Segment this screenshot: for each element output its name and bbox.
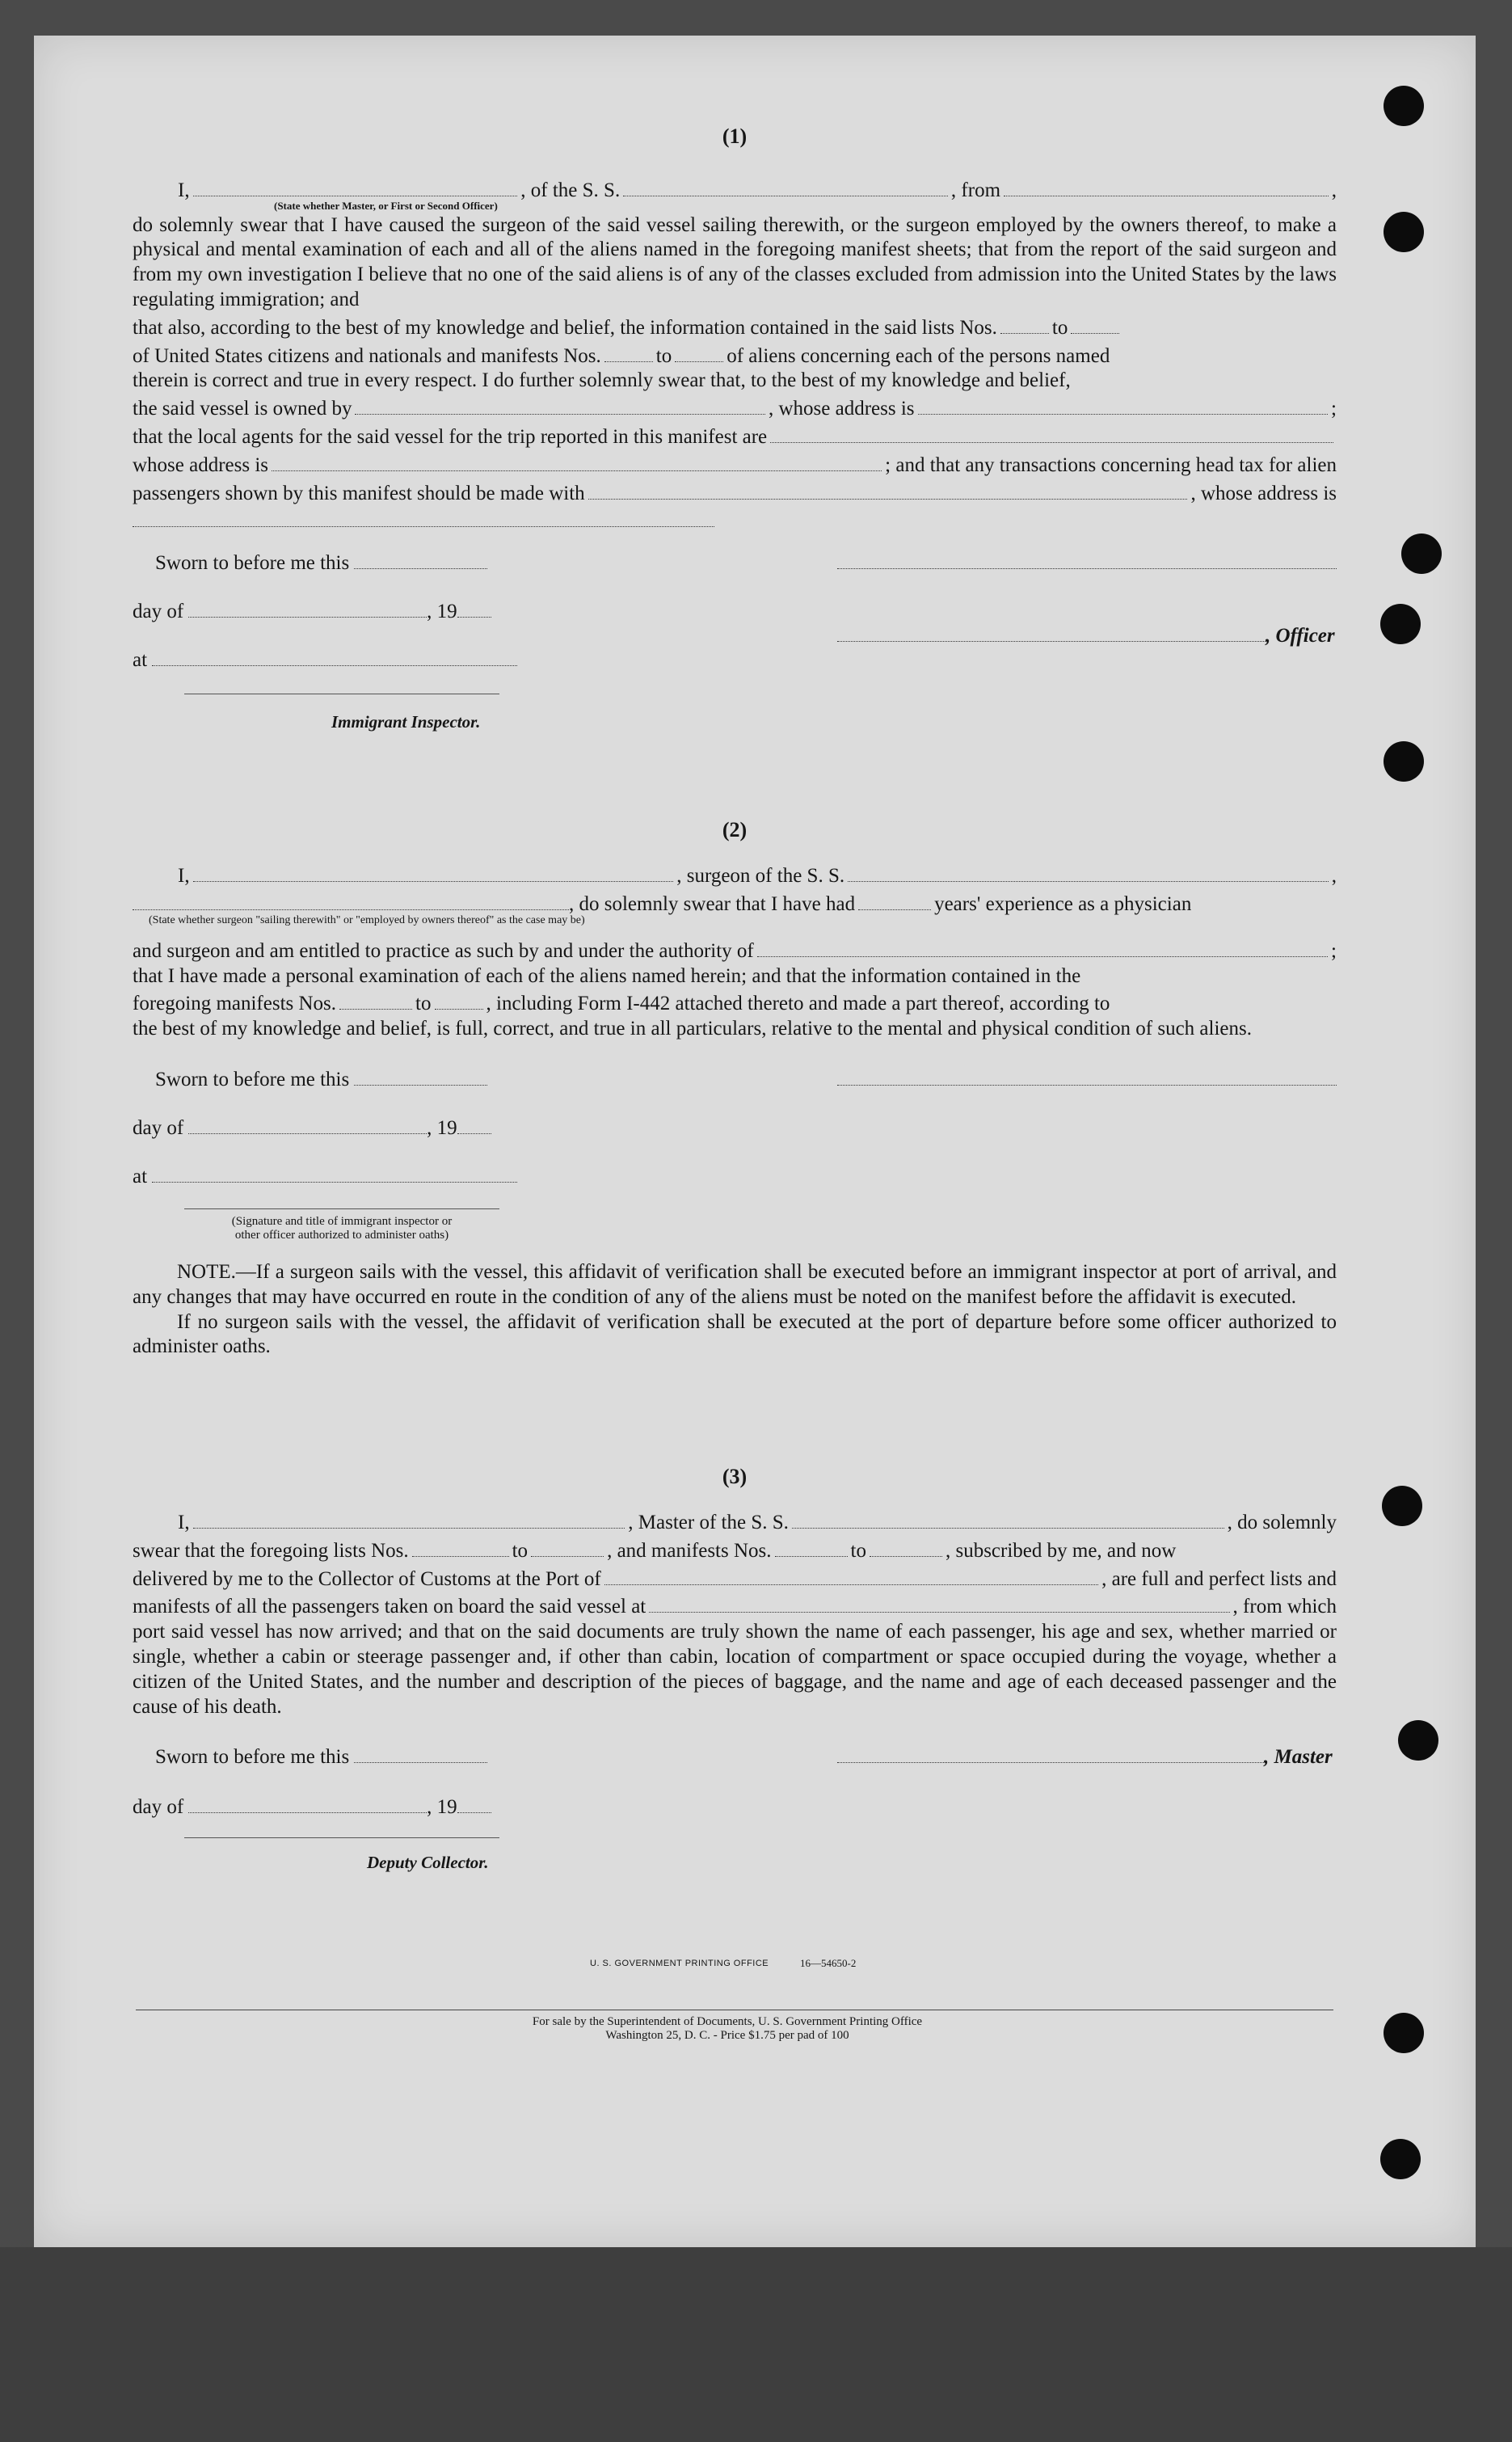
officer-signature-line[interactable] [184, 1208, 499, 1209]
binder-hole [1384, 86, 1424, 126]
head-tax-contact-field[interactable] [588, 479, 1188, 500]
officer-signature-field[interactable] [837, 548, 1337, 569]
year-field[interactable] [457, 1792, 491, 1813]
surgeon-status-field[interactable] [133, 889, 569, 910]
passengers-address-line [133, 506, 1337, 527]
master-manifests-to-field[interactable] [870, 1536, 942, 1557]
years-experience-field[interactable] [858, 889, 931, 910]
at-place-field[interactable] [152, 1162, 517, 1183]
note-no-surgeon: If no surgeon sails with the vessel, the affidavit of verification shall be executed at the port of departure before some officer authorized to administer oaths. [133, 1310, 1337, 1358]
binder-hole [1384, 212, 1424, 252]
note-block [133, 1260, 1337, 1360]
sworn-date-field[interactable] [354, 1065, 487, 1086]
agents-address-line: whose address is ; and that any transactions concerning head tax for alien [133, 450, 1337, 479]
binder-hole [1380, 604, 1421, 644]
section2-signatures: Sworn to before me this day of , 19 at (Signature and title of immigrant inspector or other officer authorized to administer oaths) [133, 1042, 1337, 1260]
section1-paragraph-2: therein is correct and true in every respect. I do further solemnly swear that, to the best of my knowledge and belief, [133, 369, 1071, 392]
agents-address-field[interactable] [272, 450, 882, 471]
owner-address-field[interactable] [918, 394, 1329, 415]
section3-paragraph: port said vessel has now arrived; and that on the said documents are truly shown the name of each passenger, his age and sex, whether married or single, whether a cabin or steerage passenger and, if other than cabin, location of compartment or space occupied during the voyage, whether a citizen of the United States, and the number and description of the pieces of baggage, and the name and age of each deceased passenger and the cause of his death. [133, 1621, 1337, 1718]
binder-hole [1380, 2139, 1421, 2179]
delivered-line: delivered by me to the Collector of Customs at the Port of , are full and perfect lists and [133, 1564, 1337, 1592]
oath-master-line: I, , of the S. S. , from , [133, 175, 1337, 204]
master-lists-from-field[interactable] [412, 1536, 509, 1557]
master-name-field[interactable] [193, 1508, 625, 1529]
section2-paragraph-exam: that I have made a personal examination of each of the aliens named herein; and that the information contained in the [133, 964, 1081, 987]
authority-field[interactable] [757, 936, 1328, 957]
binder-hole [1384, 741, 1424, 782]
boarding-port-field[interactable] [649, 1592, 1229, 1613]
manifests-line: foregoing manifests Nos. to , including Form I-442 attached thereto and made a part thereof, according to [133, 989, 1337, 1017]
day-of-field[interactable] [188, 1792, 427, 1813]
citizens-line: of United States citizens and nationals and manifests Nos. to of aliens concerning each of the persons named [133, 341, 1337, 369]
surgeon-line: I, , surgeon of the S. S. , [133, 861, 1337, 889]
signature-caption: (Signature and title of immigrant inspector or other officer authorized to administer oaths) [231, 1214, 453, 1242]
master-manifests-from-field[interactable] [775, 1536, 848, 1557]
binder-hole [1401, 534, 1442, 574]
manifests-from-field[interactable] [604, 341, 653, 362]
section1-paragraph-1: do solemnly swear that I have caused the surgeon of the said vessel sailing therewith, or the surgeon employed by the owners thereof, to make a physical and mental examination of each and all of the aliens named in the foregoing manifest sheets; that from the report of the said surgeon and from my own investigation I believe that no one of the said aliens is of any of the classes excluded from admission into the United States by the laws regulating immigration; and [133, 213, 1337, 310]
owner-field[interactable] [355, 394, 765, 415]
printer-imprint: U. S. GOVERNMENT PRINTING OFFICE [590, 1959, 769, 1968]
binder-hole [1398, 1720, 1438, 1761]
manifests-all-line: manifests of all the passengers taken on board the said vessel at , from which [133, 1592, 1337, 1620]
sworn-date-field[interactable] [354, 548, 487, 569]
surgeon-manifests-from-field[interactable] [339, 989, 412, 1010]
head-tax-address-field[interactable] [133, 506, 714, 527]
binder-hole [1382, 1486, 1422, 1526]
day-of-field[interactable] [188, 597, 427, 618]
officer-title-field[interactable] [837, 621, 1266, 642]
year-field[interactable] [457, 1113, 491, 1134]
surgeon-caption: (State whether surgeon "sailing therewith" or "employed by owners thereof" as the case may be) [149, 913, 585, 926]
lists-to-field[interactable] [1071, 313, 1119, 334]
binder-hole [1384, 2013, 1424, 2053]
form-content [133, 113, 1337, 1881]
section-number: (1) [722, 124, 748, 148]
lists-from-field[interactable] [1000, 313, 1049, 334]
manifests-to-field[interactable] [675, 341, 723, 362]
master-signature-field[interactable] [837, 1742, 1264, 1763]
section2-paragraph-belief: the best of my knowledge and belief, is full, correct, and true in all particulars, relative to the mental and physical condition of such aliens. [133, 1018, 1252, 1040]
deputy-signature-line[interactable] [184, 1837, 499, 1838]
master-ship-field[interactable] [792, 1508, 1224, 1529]
day-of-field[interactable] [188, 1113, 427, 1134]
from-port-field[interactable] [1004, 175, 1329, 196]
year-field[interactable] [457, 597, 491, 618]
master-name-field[interactable] [193, 175, 518, 196]
section-number: (2) [722, 818, 748, 842]
surgeon-manifests-to-field[interactable] [435, 989, 483, 1010]
surgeon-signature-field[interactable] [837, 1065, 1337, 1086]
form-number: 16—54650-2 [800, 1957, 857, 1969]
surgeon-swear-line: , do solemnly swear that I have had years' experience as a physician [133, 889, 1337, 917]
at-place-field[interactable] [152, 645, 517, 666]
section3-signatures: Sworn to before me this , Master day of , 19 Deputy Collector. [133, 1719, 1337, 1881]
sale-notice: For sale by the Superintendent of Documents, U. S. Government Printing Office Washington 25, D. C. - Price $1.75 per pad of 100 [532, 2015, 923, 2042]
lists-manifests-line: swear that the foregoing lists Nos. to , and manifests Nos. to , subscribed by me, and now [133, 1536, 1337, 1564]
authority-line: and surgeon and am entitled to practice as such by and under the authority of ; [133, 936, 1337, 964]
surgeon-name-field[interactable] [193, 861, 674, 882]
owner-line: the said vessel is owned by , whose address is ; [133, 394, 1337, 422]
section1-signatures: Sworn to before me this day of , 19 , Officer at Immigrant Inspector. [133, 527, 1337, 745]
passengers-line: passengers shown by this manifest should be made with , whose address is [133, 479, 1337, 507]
note-surgeon-sails: NOTE.—If a surgeon sails with the vessel, this affidavit of verification shall be executed before an immigrant inspector at port of arrival, and any changes that may have occurred en route in the condition of any of the aliens must be noted on the manifest before the affidavit is executed. [133, 1260, 1337, 1308]
section-number: (3) [722, 1465, 748, 1489]
agents-line: that the local agents for the said vessel for the trip reported in this manifest are [133, 422, 1337, 450]
ship-name-field[interactable] [623, 175, 948, 196]
master-lists-to-field[interactable] [531, 1536, 604, 1557]
master-oath-line: I, , Master of the S. S. , do solemnly [133, 1508, 1337, 1536]
agents-field[interactable] [770, 422, 1333, 443]
scanner-background [0, 2247, 1512, 2442]
master-caption: (State whether Master, or First or Second Officer) [274, 199, 498, 212]
sworn-date-field[interactable] [354, 1742, 487, 1763]
port-field[interactable] [604, 1564, 1098, 1585]
lists-line: that also, according to the best of my knowledge and belief, the information contained in the said lists Nos. to [133, 313, 1337, 341]
surgeon-ship-field[interactable] [848, 861, 1329, 882]
